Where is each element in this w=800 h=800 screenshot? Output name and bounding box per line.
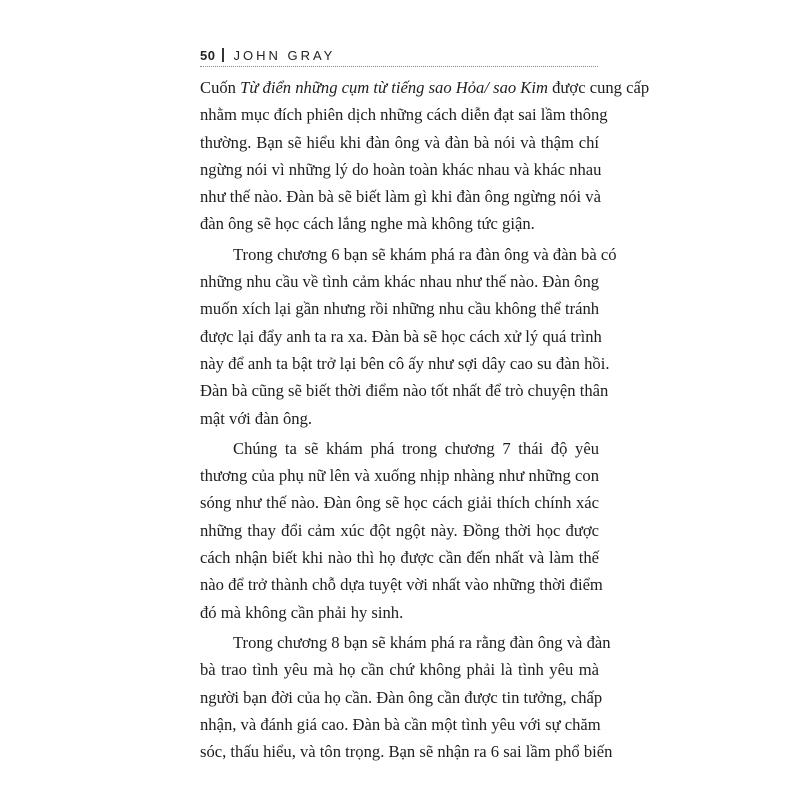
- author-name: JOHN GRAY: [233, 47, 336, 63]
- text-line: đàn ông sẽ học cách lắng nghe mà không tức giận.: [200, 214, 535, 234]
- book-title-italic: Từ điển những cụm từ tiếng sao Hỏa/ sao Kim: [240, 78, 548, 97]
- text-line: nhận, và đánh giá cao. Đàn bà cần một tình yêu với sự chăm: [200, 714, 601, 734]
- text-line: như thế nào. Đàn bà sẽ biết làm gì khi đàn ông ngừng nói và: [200, 187, 601, 207]
- text-line: được lại đẩy anh ta ra xa. Đàn bà sẽ học cách xử lý quá trình: [200, 326, 602, 346]
- text-line: cách nhận biết khi nào thì họ được cần đến nhất và làm thế: [200, 548, 599, 568]
- text-line: người bạn đời của họ cần. Đàn ông cần được tin tưởng, chấp: [200, 687, 603, 707]
- text-line: thường. Bạn sẽ hiểu khi đàn ông và đàn bà nói và thậm chí: [200, 132, 599, 152]
- text-line: Trong chương 8 bạn sẽ khám phá ra rằng đàn ông và đàn: [233, 632, 611, 652]
- text-line: Cuốn Từ điển những cụm từ tiếng sao Hỏa/ sao Kim được cung cấp: [200, 78, 650, 97]
- paragraph: [200, 629, 613, 765]
- text-line: nào để trở thành chỗ dựa tuyệt vời nhất vào những thời điểm: [200, 575, 603, 595]
- text-line: đó mà không cần phải hy sinh.: [200, 602, 404, 622]
- body-text: [200, 74, 650, 765]
- text-line: Trong chương 6 bạn sẽ khám phá ra đàn ông và đàn bà có: [233, 244, 617, 264]
- text-line: mật với đàn ông.: [200, 408, 313, 428]
- running-header: [200, 44, 598, 66]
- page-number: 50: [200, 47, 216, 63]
- text-line: những thay đổi cảm xúc đột ngột này. Đồng thời học được: [200, 520, 599, 540]
- text-line: ngừng nói vì những lý do hoàn toàn khác nhau và khác nhau: [200, 159, 602, 179]
- text-line: nhằm mục đích phiên dịch những cách diễn đạt sai lầm thông: [200, 105, 608, 125]
- header-dotted-rule: [200, 66, 598, 67]
- text-line: Chúng ta sẽ khám phá trong chương 7 thái độ yêu: [233, 438, 599, 458]
- text-line: thương của phụ nữ lên và xuống nhịp nhàng như những con: [200, 466, 599, 486]
- text-line: bà trao tình yêu mà họ cần chứ không phải là tình yêu mà: [200, 660, 599, 680]
- text-line: Đàn bà cũng sẽ biết thời điểm nào tốt nhất để trò chuyện thân: [200, 381, 609, 401]
- text-line: muốn xích lại gần nhưng rồi những nhu cầu không thể tránh: [200, 299, 600, 319]
- paragraph: [200, 74, 650, 238]
- paragraph: [200, 435, 603, 626]
- text-line: này để anh ta bật trở lại bên cô ấy như sợi dây cao su đàn hồi.: [200, 353, 610, 373]
- text-line: sóc, thấu hiểu, và tôn trọng. Bạn sẽ nhận ra 6 sai lầm phổ biến: [200, 742, 613, 762]
- header-separator: [222, 48, 224, 62]
- paragraph: [200, 241, 617, 432]
- text-line: sóng như thế nào. Đàn ông sẽ học cách giải thích chính xác: [200, 493, 599, 513]
- text-line: những nhu cầu về tình cảm khác nhau như thế nào. Đàn ông: [200, 272, 600, 292]
